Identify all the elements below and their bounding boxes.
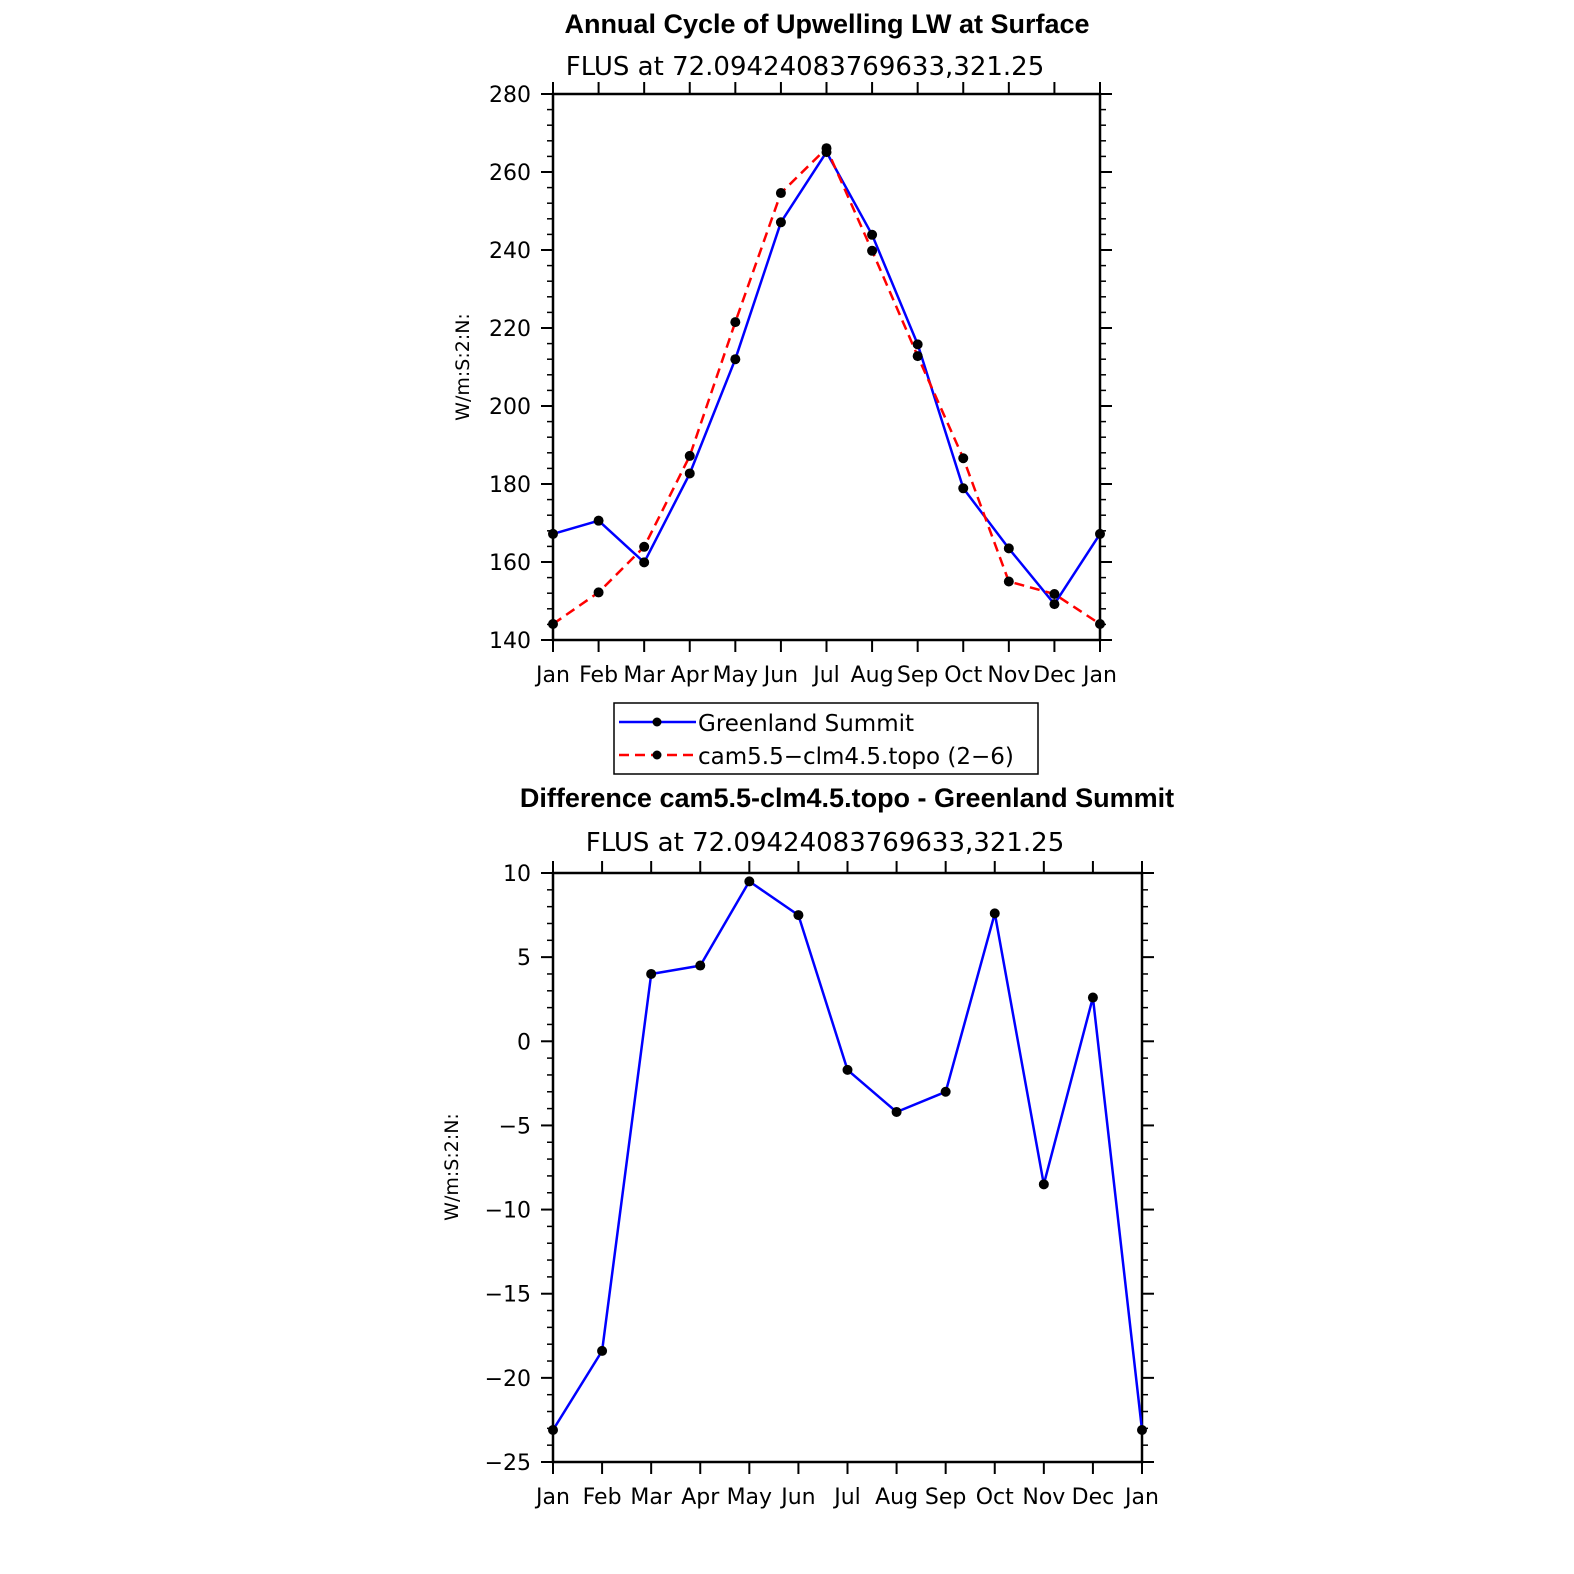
chart2-ytick-label: −20 [484, 1366, 531, 1392]
chart2-ytick-label: −5 [498, 1114, 531, 1140]
chart1-series-line-0 [553, 152, 1100, 604]
chart1-ytick-label: 260 [489, 161, 531, 186]
chart1-xtick-label: Jun [763, 663, 799, 688]
chart1-series-point-0 [958, 483, 968, 493]
chart1-xtick-label: Sep [896, 663, 939, 688]
chart1-series-point-1 [958, 453, 968, 463]
chart1-ytick-label: 280 [489, 83, 531, 108]
chart2-series-point-0 [793, 910, 803, 920]
chart2-ytick-label: 10 [503, 862, 531, 887]
chart1-series-point-0 [913, 339, 923, 349]
chart2-series-point-0 [548, 1425, 558, 1435]
chart1-ytick-label: 200 [489, 395, 531, 420]
chart2-xtick-label: Jun [781, 1485, 816, 1510]
chart2-ytick-label: −15 [484, 1282, 531, 1308]
chart2-series-point-0 [1088, 993, 1098, 1003]
chart1-series-point-1 [1004, 577, 1014, 587]
chart2-xtick-label: Dec [1071, 1485, 1115, 1510]
chart1-series-point-0 [867, 230, 877, 240]
chart1-series-point-0 [730, 354, 740, 364]
legend-marker-cam-topo [653, 751, 662, 760]
chart2-series-point-0 [1039, 1179, 1049, 1189]
chart1-series-point-0 [548, 529, 558, 539]
chart2-xtick-label: Jul [834, 1485, 861, 1510]
chart1-ytick-label: 220 [489, 317, 531, 342]
chart2-xtick-label: Jan [536, 1485, 570, 1510]
chart2-xtick-label: Mar [630, 1485, 672, 1510]
chart1-series-point-0 [594, 516, 604, 526]
chart1-xtick-label: Dec [1033, 663, 1076, 688]
chart1-series-point-1 [1095, 619, 1105, 629]
chart1-ytick-label: 180 [489, 473, 531, 498]
chart2-series-point-0 [1137, 1425, 1147, 1435]
chart2-series-point-0 [941, 1087, 951, 1097]
chart2-xtick-label: Feb [582, 1485, 622, 1510]
chart2-xtick-label: May [726, 1485, 773, 1510]
chart1-subtitle: FLUS at 72.09424083769633,321.25 [565, 52, 1045, 82]
chart1-xtick-label: Nov [987, 663, 1031, 688]
chart2-ytick-label: 5 [517, 946, 531, 972]
chart2-series-point-0 [990, 908, 1000, 918]
chart2-series-point-0 [646, 969, 656, 979]
chart1-series-point-1 [639, 542, 649, 552]
chart2-xtick-label: Apr [681, 1485, 720, 1510]
chart1-series-point-0 [1004, 543, 1014, 553]
chart1-ytick-label: 140 [489, 629, 531, 654]
chart2-xtick-label: Oct [975, 1485, 1014, 1510]
chart1-xtick-label: Oct [944, 663, 983, 688]
chart1-series-point-1 [913, 351, 923, 361]
chart2-plot-frame [553, 873, 1142, 1462]
chart1-xtick-label: Jan [536, 663, 570, 688]
chart1-xtick-label: May [712, 663, 759, 688]
chart1-series-point-1 [730, 317, 740, 327]
chart2-ytick-label: 0 [517, 1030, 531, 1056]
chart2-ytick-label: −25 [484, 1451, 531, 1476]
chart1-legend [614, 703, 1038, 774]
chart1-ytick-label: 240 [489, 239, 531, 264]
chart2-series-point-0 [695, 961, 705, 971]
chart1-series-point-0 [1095, 529, 1105, 539]
chart1-xtick-label: Apr [670, 663, 709, 688]
chart2-title: Difference cam5.5-clm4.5.topo - Greenland Summit [519, 783, 1175, 813]
chart2-series-point-0 [597, 1346, 607, 1356]
chart2-series-line-0 [553, 881, 1142, 1430]
chart1-series-point-0 [1049, 599, 1059, 609]
chart1-xtick-label: Aug [850, 663, 894, 688]
chart2-xtick-label: Sep [924, 1485, 967, 1510]
chart1-xtick-label: Jul [813, 663, 840, 688]
chart1-series-point-1 [822, 143, 832, 153]
legend-label-greenland-summit: Greenland Summit [698, 711, 915, 737]
chart2-xtick-label: Jan [1125, 1485, 1159, 1510]
chart1-xtick-label: Feb [579, 663, 619, 688]
chart2-series-point-0 [843, 1065, 853, 1075]
chart1-series-point-0 [685, 468, 695, 478]
chart1-ytick-label: 160 [489, 551, 531, 576]
chart1-series-point-1 [867, 246, 877, 256]
chart2-series-point-0 [892, 1107, 902, 1117]
chart1-title: Annual Cycle of Upwelling LW at Surface [564, 9, 1090, 39]
chart2-series-point-0 [744, 876, 754, 886]
chart2-ylabel: W/m:S:2:N: [441, 1113, 463, 1221]
chart1-series-point-1 [1049, 589, 1059, 599]
chart1-series-point-0 [776, 217, 786, 227]
chart1-xtick-label: Mar [623, 663, 665, 688]
chart1-series-point-1 [548, 619, 558, 629]
chart1-series-point-0 [639, 557, 649, 567]
legend-label-cam-topo: cam5.5−clm4.5.topo (2−6) [698, 744, 1014, 770]
chart1-xtick-label: Jan [1083, 663, 1117, 688]
chart1-ylabel: W/m:S:2:N: [452, 313, 474, 421]
chart1-series-point-1 [685, 451, 695, 461]
chart2-subtitle: FLUS at 72.09424083769633,321.25 [585, 828, 1065, 858]
chart2-xtick-label: Nov [1022, 1485, 1066, 1510]
chart1-series-point-1 [776, 188, 786, 198]
legend-marker-greenland-summit [653, 718, 662, 727]
chart2-xtick-label: Aug [875, 1485, 919, 1510]
chart1-series-point-1 [594, 587, 604, 597]
chart2-plot [485, 861, 1159, 1510]
chart2-ytick-label: −10 [484, 1198, 531, 1224]
chart1-plot [489, 82, 1117, 688]
